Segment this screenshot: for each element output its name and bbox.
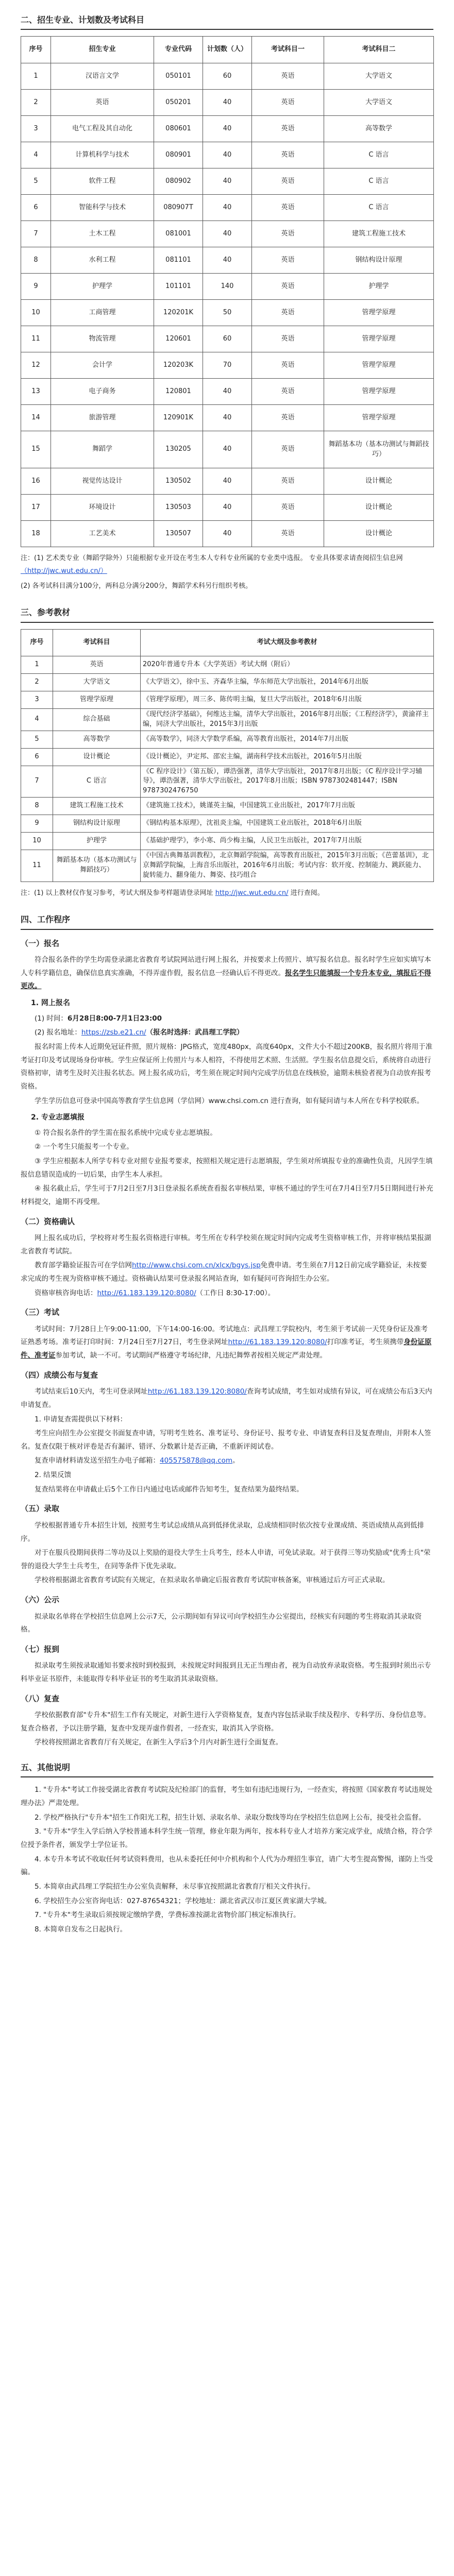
table-cell-s1: 英语 (252, 116, 324, 142)
admission-heading: （五）录取 (21, 1504, 60, 1514)
table-cell-no: 10 (21, 833, 53, 850)
other-3: 3. "专升本"学生入学后纳入学校普通本科学生统一管理，修业年限为两年，按本科专业人才培养方案完成学业，成绩合格，符合学位授予条件者，颁发学士学位证书。 (21, 1827, 433, 1849)
table-row (21, 748, 434, 766)
table-cell-book: 《设计概论》，尹定邦、邵宏主编，湖南科学技术出版社，2016年5月出版 (141, 748, 434, 766)
table-cell-s2: 护理学 (324, 274, 434, 300)
exam-post: 参加考试，缺一不可。考试期间严格遵守考场纪律，凡违纪舞弊者按相关规定严肃处理。 (55, 1351, 327, 1360)
table-cell-name: 会计学 (51, 352, 154, 379)
table-cell-s2: 钢结构设计原理 (324, 247, 434, 274)
other-8: 8. 本简章自发布之日起执行。 (35, 1925, 127, 1934)
table-cell-s1: 英语 (252, 431, 324, 468)
books-header-no: 序号 (21, 629, 53, 656)
table-cell-name: 智能科学与技术 (51, 195, 154, 221)
other-4: 4. 本专升本考试不收取任何考试资料费用，也从未委托任何中介机构和个人代为办理招生事宜，请广大考生提高警惕，谨防上当受骗。 (21, 1855, 433, 1877)
table-cell-book: 《基础护理学》，李小寒、尚少梅主编，人民卫生出版社，2017年7月出版 (141, 833, 434, 850)
table-cell-no: 6 (21, 748, 53, 766)
table-cell-name: 电气工程及其自动化 (51, 116, 154, 142)
majors-header-row (21, 37, 434, 63)
table-cell-book: 《C 程序设计》（第五版），谭浩强著，清华大学出版社，2017年8月出版；《C 程序设计学习辅导》，谭浩强著，清华大学出版社，2017年8月出版；ISBN 9787302481447；ISBN 9787302476750 (141, 766, 434, 798)
section-heading-majors: 二、招生专业、计划数及考试科目 (21, 10, 433, 30)
contact-post: （工作日 8:30-17:00）。 (196, 1289, 275, 1297)
table-row (21, 431, 434, 468)
table-row (21, 247, 434, 274)
table-row (21, 326, 434, 352)
header-subject-1: 考试科目一 (252, 37, 324, 63)
admission-ticket-link[interactable]: http://61.183.139.120:8080/ (228, 1338, 327, 1347)
review-text-1: 学校依据教育部"专升本"招生工作有关规定，对新生进行入学资格复查，复查内容包括录取手续及程序、专科学历、身份信息等。复查合格者，予以注册学籍，复查中发现弄虚作假者，一经查实，取消其入学资格。 (21, 1711, 431, 1733)
books-note (21, 887, 433, 900)
table-cell-code: 101101 (154, 274, 203, 300)
table-cell-subject: 钢结构设计原理 (53, 815, 141, 833)
table-cell-code: 080601 (154, 116, 203, 142)
table-cell-code: 081001 (154, 221, 203, 247)
table-cell-code: 130205 (154, 431, 203, 468)
contact-pre: 资格审核咨询电话： (35, 1289, 97, 1297)
table-cell-no: 17 (21, 495, 51, 521)
table-cell-no: 3 (21, 691, 53, 708)
table-cell-plan: 40 (203, 405, 252, 431)
table-cell-s2: 高等数学 (324, 116, 434, 142)
qualification-heading: （二）资格确认 (21, 1216, 75, 1226)
table-cell-name: 土木工程 (51, 221, 154, 247)
table-cell-name: 软件工程 (51, 168, 154, 195)
table-cell-s1: 英语 (252, 468, 324, 495)
table-cell-no: 2 (21, 90, 51, 116)
table-cell-subject: 管理学原理 (53, 691, 141, 708)
table-cell-name: 物流管理 (51, 326, 154, 352)
table-cell-subject: 建筑工程施工技术 (53, 798, 141, 815)
books-header-book: 考试大纲及参考教材 (141, 629, 434, 656)
review-heading: （八）复查 (21, 1693, 60, 1703)
review-text-2: 学校将按照湖北省教育厅有关规定，在新生入学后3个月内对新生进行全面复查。 (35, 1738, 283, 1747)
score-heading: （四）成绩公布与复查 (21, 1370, 98, 1380)
table-cell-s2: 建筑工程施工技术 (324, 221, 434, 247)
table-cell-no: 8 (21, 798, 53, 815)
table-cell-no: 2 (21, 673, 53, 691)
table-cell-name: 汉语言文学 (51, 63, 154, 90)
table-cell-s2: 设计概论 (324, 521, 434, 547)
recheck-feedback-title: 2. 结果反馈 (35, 1471, 72, 1480)
table-cell-s1: 英语 (252, 195, 324, 221)
books-note-link[interactable]: http://jwc.wut.edu.cn/ (215, 889, 289, 897)
table-cell-no: 11 (21, 326, 51, 352)
table-row (21, 468, 434, 495)
table-cell-name: 视觉传达设计 (51, 468, 154, 495)
table-cell-plan: 40 (203, 379, 252, 405)
table-cell-plan: 70 (203, 352, 252, 379)
table-cell-s1: 英语 (252, 221, 324, 247)
table-row (21, 379, 434, 405)
majors-note-2: (2) 各考试科目满分100分，两科总分满分200分，舞蹈学术科另行组织考核。 (21, 582, 253, 590)
table-cell-name: 舞蹈学 (51, 431, 154, 468)
table-cell-no: 5 (21, 168, 51, 195)
table-cell-s2: 设计概论 (324, 468, 434, 495)
registration-address (21, 1026, 433, 1040)
table-cell-s2: C 语言 (324, 168, 434, 195)
table-row (21, 221, 434, 247)
preference-3: ③ 学生应根据本人所学专科专业对照专业报考要求，按照相关规定进行志愿填报，学生须对所填报专业的准确性负责，凡因学生填报信息错误造成的一切后果，由学生本人承担。 (21, 1157, 433, 1179)
table-cell-code: 120801 (154, 379, 203, 405)
admission-3: 学校将根据湖北省教育考试院有关规定，在拟录取名单确定后报省教育考试院审核备案，审核通过后方可正式录取。 (35, 1576, 390, 1585)
preference-2: ② 一个考生只能报考一个专业。 (35, 1143, 133, 1151)
table-cell-s2: 大学语文 (324, 90, 434, 116)
table-row (21, 521, 434, 547)
table-cell-code: 120201K (154, 300, 203, 326)
table-cell-plan: 140 (203, 274, 252, 300)
table-cell-book: 《管理学原理》，周三多、陈传明主编，复旦大学出版社，2018年6月出版 (141, 691, 434, 708)
majors-note-1-req: 专业具体要求请查阅招生信息网 (309, 554, 403, 563)
time-value: 6月28日8:00-7月1日23:00 (67, 1014, 162, 1023)
table-cell-book: 《大学语文》，徐中玉、齐森华主编，华东师范大学出版社，2014年6月出版 (141, 673, 434, 691)
table-cell-no: 14 (21, 405, 51, 431)
exam-heading: （三）考试 (21, 1308, 60, 1317)
table-cell-s1: 英语 (252, 247, 324, 274)
table-cell-s1: 英语 (252, 495, 324, 521)
table-row (21, 833, 434, 850)
table-cell-code: 081101 (154, 247, 203, 274)
recheck-materials-title: 1. 申请复查需提供以下材料： (35, 1415, 127, 1423)
recheck-feedback: 复查结果将在申请截止后5个工作日内通过电话或邮件告知考生，复查结果为最终结果。 (35, 1485, 304, 1494)
table-row (21, 116, 434, 142)
table-row (21, 405, 434, 431)
exam-text (21, 1323, 433, 1363)
table-row (21, 673, 434, 691)
table-row (21, 168, 434, 195)
other-7: 7. "专升本"考生录取后须按规定缴纳学费，学费标准按湖北省物价部门核定标准执行。 (35, 1911, 300, 1920)
preference-heading: 2. 专业志愿填报 (31, 1113, 85, 1122)
table-cell-code: 120901K (154, 405, 203, 431)
table-cell-s2: 舞蹈基本功（基本功测试与舞蹈技巧） (324, 431, 434, 468)
registration-link[interactable]: https://zsb.e21.cn/ (81, 1028, 146, 1037)
header-major: 招生专业 (51, 37, 154, 63)
table-cell-code: 120203K (154, 352, 203, 379)
table-row (21, 798, 434, 815)
table-cell-code: 080902 (154, 168, 203, 195)
table-row (21, 731, 434, 748)
recheck-email (21, 1454, 433, 1468)
table-cell-s1: 英语 (252, 142, 324, 168)
books-note-post: 进行查阅。 (290, 889, 324, 897)
table-cell-no: 1 (21, 63, 51, 90)
table-cell-no: 9 (21, 274, 51, 300)
table-cell-s1: 英语 (252, 63, 324, 90)
header-code: 专业代码 (154, 37, 203, 63)
majors-note-1 (21, 552, 433, 578)
table-cell-s2: 设计概论 (324, 495, 434, 521)
books-header-subject: 考试科目 (53, 629, 141, 656)
table-cell-name: 护理学 (51, 274, 154, 300)
table-cell-no: 18 (21, 521, 51, 547)
table-cell-name: 计算机科学与技术 (51, 142, 154, 168)
work-registration-heading: （一）报名 (21, 938, 60, 948)
table-cell-plan: 40 (203, 168, 252, 195)
table-cell-code: 050201 (154, 90, 203, 116)
admission-2: 对于在服兵役期间获得二等功及以上奖励的退役大学生士兵考生，经本人申请，可免试录取。对于获得三等功奖励或"优秀士兵"荣誉的退役大学生士兵考生，在同等条件下优先录取。 (21, 1549, 431, 1570)
table-row (21, 691, 434, 708)
table-row (21, 63, 434, 90)
online-registration-heading: 1. 网上报名 (31, 999, 70, 1008)
qualification-contact (21, 1287, 433, 1300)
table-row (21, 274, 434, 300)
publicity-text: 拟录取名单将在学校招生信息网上公示7天，公示期间如有异议可向学校招生办公室提出，经核实有问题的考生将取消其录取资格。 (21, 1612, 422, 1634)
table-row (21, 352, 434, 379)
work-registration-text (21, 954, 433, 993)
other-2: 2. 学校严格执行"专升本"招生工作阳光工程，招生计划、录取名单、录取分数线等均在学校招生信息网上公布，接受社会监督。 (35, 1813, 426, 1822)
table-cell-book: 《高等数学》，同济大学数学系编，高等教育出版社，2014年7月出版 (141, 731, 434, 748)
table-row (21, 766, 434, 798)
majors-table (21, 36, 434, 547)
admission-1: 学校根据普通专升本招生计划，按照考生考试总成绩从高到低择优录取，总成绩相同时依次按专业课成绩、英语成绩从高到低排序。 (21, 1521, 424, 1543)
table-cell-s2: 大学语文 (324, 63, 434, 90)
section-heading-other: 五、其他说明 (21, 1758, 433, 1777)
books-note-pre: 注：(1) 以上教材仅作复习参考，考试大纲及参考样题请登录网址 (21, 889, 213, 897)
table-cell-s2: 管理学原理 (324, 300, 434, 326)
table-cell-plan: 50 (203, 300, 252, 326)
table-cell-no: 10 (21, 300, 51, 326)
exam-id-required: 身份证原件、准考证 (21, 1338, 432, 1360)
score-post: 查询考试成绩，考生如对成绩有异议，可在成绩公布后3天内申请复查。 (21, 1387, 432, 1409)
table-cell-plan: 60 (203, 326, 252, 352)
other-5: 5. 本简章由武昌理工学院招生办公室负责解释，未尽事宜按照湖北省教育厅相关文件执行。 (35, 1882, 315, 1891)
table-cell-code: 130502 (154, 468, 203, 495)
table-cell-subject: 综合基础 (53, 708, 141, 731)
photo-requirements: 报名时需上传本人近期免冠证件照，照片规格：JPG格式，宽度480px，高度640px，文件大小不超过200KB，报名照片将用于准考证打印及考试现场身份审核。学生应保证所上传照片与本人相符，不得使用艺术照、生活照。学生报名信息提交后，系统将自动进行资格初审，请考生及时关注报名状态。网上报名成功后，考生须在规定时间内完成学历信息在线核验，逾期未核验者视为自动放弃报考资格。 (21, 1042, 433, 1091)
chsi-link[interactable]: http://www.chsi.com.cn/xlcx/bgys.jsp (132, 1261, 261, 1270)
table-cell-s1: 英语 (252, 300, 324, 326)
table-row (21, 815, 434, 833)
table-cell-s2: 管理学原理 (324, 405, 434, 431)
books-table (21, 629, 434, 882)
table-row (21, 495, 434, 521)
table-cell-s2: 管理学原理 (324, 379, 434, 405)
score-pre: 考试结束后10天内，考生可登录网址 (35, 1387, 148, 1396)
table-cell-no: 9 (21, 815, 53, 833)
enrollment-heading: （七）报到 (21, 1644, 60, 1654)
table-cell-s1: 英语 (252, 168, 324, 195)
table-cell-subject: 大学语文 (53, 673, 141, 691)
table-cell-s1: 英语 (252, 379, 324, 405)
email-post: 。 (232, 1456, 240, 1465)
table-cell-plan: 60 (203, 63, 252, 90)
table-cell-name: 工艺美术 (51, 521, 154, 547)
section-heading-work: 四、工作程序 (21, 910, 433, 929)
table-cell-no: 12 (21, 352, 51, 379)
addr-note: （报名时选择：武昌理工学院） (146, 1028, 244, 1037)
table-cell-s1: 英语 (252, 405, 324, 431)
table-cell-s2: 管理学原理 (324, 352, 434, 379)
registration-time (21, 1012, 433, 1026)
preference-4: ④ 报名截止后，学生可于7月2日至7月3日登录报名系统查看报名审核结果，审核不通过的学生可在7月4日至7月5日期间进行补充材料提交，逾期不再受理。 (21, 1184, 433, 1206)
table-cell-name: 水利工程 (51, 247, 154, 274)
table-cell-book: 《钢结构基本原理》，沈祖炎主编，中国建筑工业出版社，2018年6月出版 (141, 815, 434, 833)
table-row (21, 708, 434, 731)
work-p1-bold: 报名学生只能填报一个专升本专业，填报后不得更改。 (21, 969, 431, 991)
table-cell-plan: 40 (203, 221, 252, 247)
qualification-link[interactable]: http://61.183.139.120:8080/ (97, 1289, 196, 1297)
table-cell-no: 6 (21, 195, 51, 221)
qualification-text: 网上报名成功后，学校将对考生报名资格进行审核。考生所在专科学校须在规定时间内完成考生资格审核工作，并将审核结果报湖北省教育考试院。 (21, 1234, 431, 1256)
table-row (21, 90, 434, 116)
header-no: 序号 (21, 37, 51, 63)
verify-pre: 教育部学籍验证报告可在学信网 (35, 1261, 132, 1270)
table-cell-no: 8 (21, 247, 51, 274)
table-cell-subject: 舞蹈基本功（基本功测试与舞蹈技巧） (53, 850, 141, 882)
table-cell-subject: 设计概论 (53, 748, 141, 766)
table-cell-s1: 英语 (252, 352, 324, 379)
table-cell-name: 英语 (51, 90, 154, 116)
table-cell-plan: 40 (203, 431, 252, 468)
table-cell-plan: 40 (203, 116, 252, 142)
table-cell-no: 7 (21, 766, 53, 798)
table-cell-no: 5 (21, 731, 53, 748)
table-cell-plan: 40 (203, 142, 252, 168)
preference-1: ① 符合报名条件的学生需在报名系统中完成专业志愿填报。 (35, 1128, 217, 1137)
table-row (21, 300, 434, 326)
table-cell-code: 050101 (154, 63, 203, 90)
table-cell-plan: 40 (203, 521, 252, 547)
table-row (21, 142, 434, 168)
table-cell-name: 旅游管理 (51, 405, 154, 431)
table-cell-s2: 管理学原理 (324, 326, 434, 352)
table-cell-code: 120601 (154, 326, 203, 352)
publicity-heading: （六）公示 (21, 1595, 60, 1605)
table-cell-subject: 高等数学 (53, 731, 141, 748)
table-cell-subject: 护理学 (53, 833, 141, 850)
score-link[interactable]: http://61.183.139.120:8080/ (147, 1387, 247, 1396)
table-cell-name: 环境设计 (51, 495, 154, 521)
other-6: 6. 学校招生办公室咨询电话：027-87654321；学校地址：湖北省武汉市江夏区黄家湖大学城。 (35, 1896, 331, 1905)
table-cell-no: 16 (21, 468, 51, 495)
table-cell-subject: C 语言 (53, 766, 141, 798)
table-cell-s1: 英语 (252, 274, 324, 300)
table-cell-no: 4 (21, 708, 53, 731)
work-p1: 符合报名条件的学生均需登录湖北省教育考试院网站进行网上报名，并按要求上传照片、填写报名信息。报名时学生应如实填写本人专科学籍信息，确保信息真实准确，不得弄虚作假，报名信息一经确认后不得更改。 (21, 956, 431, 977)
enrollment-text: 拟录取考生须按录取通知书要求按时到校报到，未按规定时间报到且无正当理由者，视为自动放弃录取资格。考生报到时须出示专科毕业证书原件，未能取得专科毕业证书的考生取消其录取资格。 (21, 1662, 431, 1683)
majors-note-1-text: 注：(1) 艺术类专业（舞蹈学除外）只能根据专业开设在考生本人专科专业所属的专业类中选报。 (21, 554, 307, 563)
table-cell-no: 7 (21, 221, 51, 247)
table-cell-no: 1 (21, 656, 53, 673)
qualification-verify (21, 1259, 433, 1285)
other-1: 1. "专升本"考试工作接受湖北省教育考试院及纪检部门的监督，考生如有违纪违规行为，一经查实，将按照《国家教育考试违规处理办法》严肃处理。 (21, 1786, 433, 1808)
table-cell-plan: 40 (203, 90, 252, 116)
section-heading-books: 三、参考教材 (21, 603, 433, 622)
table-cell-plan: 40 (203, 495, 252, 521)
email-pre: 复查申请材料请发送至招生办电子邮箱： (35, 1456, 160, 1465)
table-cell-no: 11 (21, 850, 53, 882)
table-cell-book: 《现代经济学基础》，何维达主编，清华大学出版社，2016年8月出版；《工程经济学》，黄渝祥主编，同济大学出版社，2015年3月出版 (141, 708, 434, 731)
table-cell-code: 130503 (154, 495, 203, 521)
table-cell-book: 《建筑施工技术》，姚谨英主编，中国建筑工业出版社，2017年7月出版 (141, 798, 434, 815)
table-row (21, 656, 434, 673)
email-link[interactable]: 405575878@qq.com (160, 1456, 233, 1465)
exam-pre: 考试时间：7月28日上午9:00-11:00，下午14:00-16:00。考试地点：武昌理工学院校内，考生须于考试前一天凭身份证及准考证熟悉考场。准考证打印时间：7月24日至7月27日，考生登录网址 (21, 1325, 428, 1347)
table-cell-book: 《中国古典舞基训教程》，北京舞蹈学院编，高等教育出版社，2015年3月出版；《芭蕾基训》，北京舞蹈学院编，上海音乐出版社，2016年6月出版；考试内容：软开度、控制能力、跳跃能力、旋转能力、翻身能力、舞姿、技巧组合 (141, 850, 434, 882)
table-cell-code: 130507 (154, 521, 203, 547)
score-text (21, 1385, 433, 1412)
table-cell-name: 工商管理 (51, 300, 154, 326)
table-cell-book: 2020年普通专升本《大学英语》考试大纲（附后） (141, 656, 434, 673)
exam-mid: 打印准考证，考生须携带 (327, 1338, 404, 1347)
table-cell-name: 电子商务 (51, 379, 154, 405)
header-subject-2: 考试科目二 (324, 37, 434, 63)
header-plan: 计划数（人） (203, 37, 252, 63)
table-cell-plan: 40 (203, 468, 252, 495)
table-cell-s2: C 语言 (324, 195, 434, 221)
table-row (21, 850, 434, 882)
table-cell-s1: 英语 (252, 326, 324, 352)
majors-note-link[interactable]: （http://jwc.wut.edu.cn/） (21, 567, 107, 575)
table-row (21, 195, 434, 221)
table-cell-no: 15 (21, 431, 51, 468)
table-cell-plan: 40 (203, 195, 252, 221)
table-cell-s1: 英语 (252, 90, 324, 116)
table-cell-no: 13 (21, 379, 51, 405)
table-cell-code: 080907T (154, 195, 203, 221)
table-cell-plan: 40 (203, 247, 252, 274)
time-label: (1) 时间： (35, 1014, 68, 1023)
table-cell-no: 3 (21, 116, 51, 142)
table-cell-s1: 英语 (252, 521, 324, 547)
recheck-materials: 考生应向招生办公室提交书面复查申请，写明考生姓名、准考证号、身份证号、报考专业、申请复查科目及复查理由，并附本人签名。复查仅限于核对评卷是否有漏评、错评、分数累计是否正确，不重新评阅试卷。 (21, 1429, 431, 1451)
table-cell-s2: C 语言 (324, 142, 434, 168)
chsi-note: 学生学历信息可登录中国高等教育学生信息网（学信网）www.chsi.com.cn 进行查询，如有疑问请与本人所在专科学校联系。 (35, 1096, 424, 1105)
table-cell-code: 080901 (154, 142, 203, 168)
table-cell-subject: 英语 (53, 656, 141, 673)
books-header-row (21, 629, 434, 656)
verify-post: 免费申请。考生须在7月12日前完成学籍验证，未按要求完成的考生视为资格审核不通过。资格确认结果可登录报名网站查询，如有疑问可咨询招生办公室。 (21, 1261, 427, 1283)
addr-label: (2) 报名地址： (35, 1028, 81, 1037)
table-cell-no: 4 (21, 142, 51, 168)
